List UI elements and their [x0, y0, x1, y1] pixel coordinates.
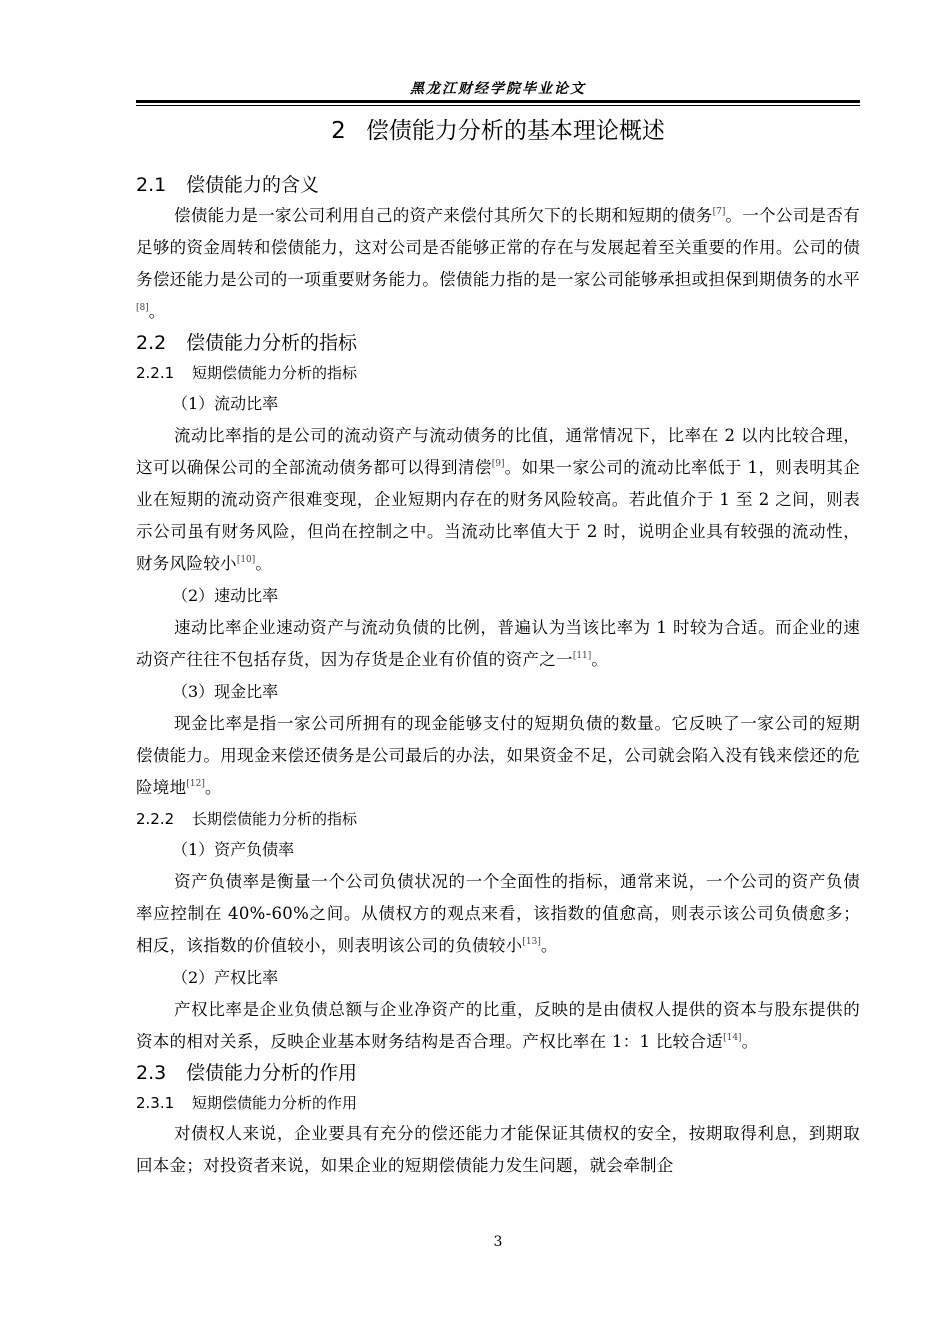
section-heading-2-2 — [136, 328, 860, 358]
chapter-title-text: 偿债能力分析的基本理论概述 — [365, 118, 665, 144]
section-number: 2.3 — [136, 1062, 167, 1084]
paragraph-text: 。 — [741, 1032, 759, 1051]
section-number: 2.2 — [136, 332, 167, 354]
citation-ref: [9] — [491, 459, 505, 469]
list-item-heading: （3）现金比率 — [172, 682, 279, 701]
paragraph — [136, 866, 860, 962]
page-number: 3 — [493, 1234, 503, 1250]
paragraph-text: 对债权人来说，企业要具有充分的偿还能力才能保证其债权的安全，按期取得利息，到期取回本金；对投资者来说，如果企业的短期偿债能力发生问题，就会牵制企 — [136, 1124, 860, 1175]
section-heading-2-1 — [136, 170, 860, 200]
subsection-number: 2.3.1 — [136, 1094, 175, 1112]
header-rule-thick — [136, 100, 860, 103]
section-heading-2-3 — [136, 1058, 860, 1088]
subsection-number: 2.2.2 — [136, 810, 175, 828]
list-item-heading: （1）流动比率 — [172, 394, 279, 413]
citation-ref: [13] — [522, 937, 541, 947]
paragraph — [136, 1118, 860, 1182]
paragraph-text: 。 — [540, 936, 558, 955]
paragraph-text: 流动比率指的是公司的流动资产与流动债务的比值，通常情况下，比率在 2 以内比较合理，这可以确保公司的全部流动债务都可以得到清偿 — [136, 426, 860, 477]
paragraph-text: 。如果一家公司的流动比率低于 1，则表明其企业在短期的流动资产很难变现，企业短期内存在的财务风险较高。若此值介于 1 至 2 之间，则表示公司虽有财务风险，但尚在控制之中。当流动比率值大于 2 时，说明企业具有较强的流动性，财务风险较小 — [136, 458, 860, 573]
citation-ref: [7] — [712, 207, 726, 217]
subsection-title: 短期偿债能力分析的作用 — [192, 1094, 358, 1112]
list-item-heading: （1）资产负债率 — [172, 840, 295, 859]
running-header: 黑龙江财经学院毕业论文 — [410, 81, 586, 97]
paragraph-text: 。 — [204, 778, 222, 797]
citation-ref: [8] — [136, 303, 149, 313]
subsection-heading-2-3-1 — [136, 1088, 860, 1118]
paragraph — [136, 994, 860, 1058]
paragraph-text: 资产负债率是衡量一个公司负债状况的一个全面性的指标，通常来说，一个公司的资产负债率应控制在 40%-60%之间。从债权方的观点来看，该指数的值愈高，则表示该公司负债愈多；相反，该指数的价值较小，则表明该公司的负债较小 — [136, 872, 860, 955]
citation-ref: [12] — [186, 779, 205, 789]
subsection-title: 长期偿债能力分析的指标 — [192, 810, 358, 828]
citation-ref: [14] — [723, 1033, 742, 1043]
paragraph — [136, 200, 860, 328]
paragraph-text: 偿债能力是一家公司利用自己的资产来偿付其所欠下的长期和短期的债务 — [174, 206, 713, 225]
section-number: 2.1 — [136, 174, 167, 196]
subsection-title: 短期偿债能力分析的指标 — [192, 364, 358, 382]
section-title: 偿债能力分析的指标 — [186, 332, 358, 354]
subsection-number: 2.2.1 — [136, 364, 175, 382]
section-title: 偿债能力分析的作用 — [186, 1062, 358, 1084]
list-item-heading: （2）速动比率 — [172, 586, 279, 605]
chapter-title — [136, 112, 860, 150]
citation-ref: [10] — [236, 555, 256, 565]
subsection-heading-2-2-1 — [136, 358, 860, 388]
list-item-heading: （2）产权比率 — [172, 968, 279, 987]
paragraph-text: 速动比率企业速动资产与流动负债的比例，普遍认为当该比率为 1 时较为合适。而企业的速动资产往往不包括存货，因为存货是企业有价值的资产之一 — [136, 618, 860, 669]
paragraph — [136, 612, 860, 676]
paragraph-text: 。一个公司是否有足够的资金周转和偿债能力，这对公司是否能够正常的存在与发展起着至关重要的作用。公司的债务偿还能力是公司的一项重要财务能力。偿债能力指的是一家公司能够承担或担保到期债务的水平 — [136, 206, 860, 289]
header-rule-thin — [136, 105, 860, 106]
paragraph-text: 现金比率是指一家公司所拥有的现金能够支付的短期负债的数量。它反映了一家公司的短期偿债能力。用现金来偿还债务是公司最后的办法，如果资金不足，公司就会陷入没有钱来偿还的危险境地 — [136, 714, 860, 797]
citation-ref: [11] — [572, 651, 592, 661]
paragraph-text: 。 — [148, 302, 166, 321]
paragraph-text: 。 — [255, 554, 273, 573]
paragraph-text: 产权比率是企业负债总额与企业净资产的比重，反映的是由债权人提供的资本与股东提供的资本的相对关系，反映企业基本财务结构是否合理。产权比率在 1：1 比较合适 — [136, 1000, 860, 1051]
section-title: 偿债能力的含义 — [186, 174, 320, 196]
page-body — [136, 112, 860, 1182]
paragraph — [136, 420, 860, 580]
paragraph — [136, 708, 860, 804]
subsection-heading-2-2-2 — [136, 804, 860, 834]
chapter-number: 2 — [331, 118, 346, 144]
paragraph-text: 。 — [591, 650, 609, 669]
